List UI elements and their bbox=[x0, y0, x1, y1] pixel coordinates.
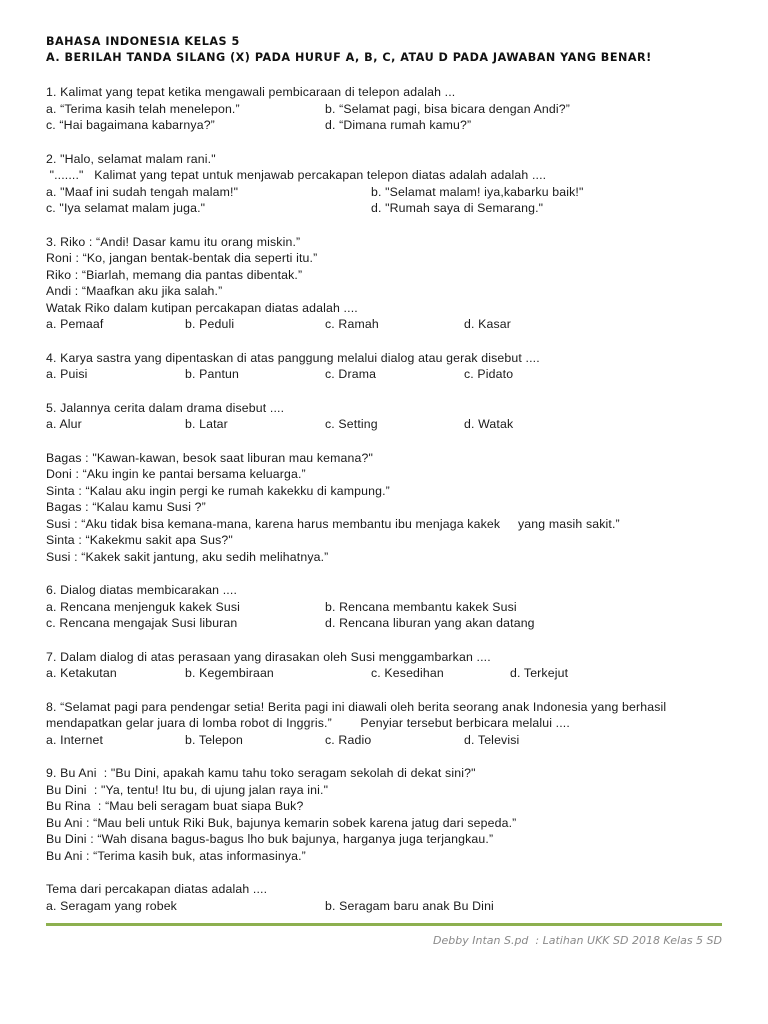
option-a[interactable]: a. Ketakutan bbox=[46, 666, 117, 680]
dialog-line: Bagas : "Kawan-kawan, besok saat liburan mau kemana?" bbox=[46, 450, 374, 465]
option-c[interactable]: c. Ramah bbox=[325, 317, 379, 331]
question-3-options bbox=[46, 316, 726, 333]
option-a[interactable]: a. Internet bbox=[46, 732, 104, 747]
question-5-options bbox=[46, 416, 726, 433]
question-7-options bbox=[46, 665, 726, 682]
question-6-options-row-1 bbox=[46, 599, 726, 616]
option-c[interactable]: c. Drama bbox=[325, 367, 377, 381]
option-b[interactable]: b. "Selamat malam! iya,kabarku baik!" bbox=[371, 184, 584, 199]
question-9-line: Bu Ani : “Mau beli untuk Riki Buk, bajunya kemarin sobek karena jatug dari sepeda.” bbox=[46, 815, 517, 830]
option-d[interactable]: d. “Dimana rumah kamu?” bbox=[325, 118, 472, 132]
question-3-line: Watak Riko dalam kutipan percakapan diatas adalah .... bbox=[46, 300, 358, 315]
question-8-options bbox=[46, 732, 726, 749]
question-2-text-continued: "......." Kalimat yang tepat untuk menjawab percakapan telepon diatas adalah adalah .... bbox=[46, 168, 547, 182]
document-title: BAHASA INDONESIA KELAS 5 bbox=[46, 35, 240, 48]
question-list bbox=[46, 84, 726, 914]
option-d[interactable]: d. "Rumah saya di Semarang." bbox=[371, 201, 544, 215]
question-6-options-row-2 bbox=[46, 615, 726, 632]
option-d[interactable]: d. Terkejut bbox=[510, 666, 569, 680]
dialog-line: Susi : “Kakek sakit jantung, aku sedih melihatnya.” bbox=[46, 549, 329, 564]
option-c[interactable]: c. Kesedihan bbox=[371, 666, 444, 680]
dialog-line: Susi : “Aku tidak bisa kemana-mana, karena harus membantu ibu menjaga kakek yang masih sakit.” bbox=[46, 516, 620, 531]
option-b[interactable]: b. Telepon bbox=[185, 732, 244, 747]
option-d[interactable]: d. Watak bbox=[464, 417, 514, 431]
question-2-text: 2. "Halo, selamat malam rani." bbox=[46, 151, 216, 166]
question-7-text: 7. Dalam dialog di atas perasaan yang dirasakan oleh Susi menggambarkan .... bbox=[46, 649, 491, 664]
question-3-line: Andi : “Maafkan aku jika salah.” bbox=[46, 284, 223, 298]
question-9-line: Bu Dini : “Wah disana bagus-bagus lho buk bajunya, harganya juga terjangkau.” bbox=[46, 832, 494, 846]
footer-credit: Debby Intan S.pd : Latihan UKK SD 2018 Kelas 5 SD bbox=[433, 934, 722, 947]
option-c[interactable]: c. “Hai bagaimana kabarnya?” bbox=[46, 118, 215, 132]
footer-divider bbox=[46, 923, 722, 926]
option-d[interactable]: d. Rencana liburan yang akan datang bbox=[325, 616, 535, 630]
option-a[interactable]: a. Puisi bbox=[46, 367, 88, 381]
option-a[interactable]: a. “Terima kasih telah menelepon.” bbox=[46, 101, 240, 116]
question-4-text: 4. Karya sastra yang dipentaskan di atas panggung melalui dialog atau gerak disebut .... bbox=[46, 350, 540, 365]
option-a[interactable]: a. "Maaf ini sudah tengah malam!" bbox=[46, 184, 239, 199]
question-1-options-row-2 bbox=[46, 117, 726, 134]
option-c[interactable]: c. Radio bbox=[325, 732, 372, 747]
option-b[interactable]: b. “Selamat pagi, bisa bicara dengan Andi?” bbox=[325, 101, 571, 116]
question-8-text: 8. “Selamat pagi para pendengar setia! Berita pagi ini diawali oleh berita seorang anak Indonesia yang berhasil bbox=[46, 699, 667, 714]
option-b[interactable]: b. Latar bbox=[185, 417, 228, 431]
option-b[interactable]: b. Rencana membantu kakek Susi bbox=[325, 599, 517, 614]
question-1-options-row-1 bbox=[46, 101, 726, 118]
question-3-line: Roni : “Ko, jangan bentak-bentak dia seperti itu.” bbox=[46, 251, 318, 265]
option-b[interactable]: b. Peduli bbox=[185, 317, 235, 331]
question-8-text-continued: mendapatkan gelar juara di lomba robot di Inggris.” Penyiar tersebut berbicara melalui .... bbox=[46, 716, 570, 730]
question-9-options bbox=[46, 898, 726, 915]
question-3-line: Riko : “Biarlah, memang dia pantas dibentak.” bbox=[46, 267, 303, 282]
question-1-text: 1. Kalimat yang tepat ketika mengawali pembicaraan di telepon adalah ... bbox=[46, 85, 456, 99]
dialog-line: Bagas : “Kalau kamu Susi ?” bbox=[46, 500, 206, 514]
question-2-options-row-1 bbox=[46, 184, 726, 201]
option-d[interactable]: d. Kasar bbox=[464, 317, 511, 331]
dialog-line: Sinta : “Kakekmu sakit apa Sus?" bbox=[46, 533, 233, 547]
option-a[interactable]: a. Alur bbox=[46, 417, 82, 431]
option-b[interactable]: b. Kegembiraan bbox=[185, 666, 274, 680]
question-5-text: 5. Jalannya cerita dalam drama disebut .... bbox=[46, 400, 285, 415]
option-a[interactable]: a. Pemaaf bbox=[46, 317, 104, 331]
option-b[interactable]: b. Pantun bbox=[185, 367, 239, 381]
question-9-line: 9. Bu Ani : "Bu Dini, apakah kamu tahu toko seragam sekolah di dekat sini?" bbox=[46, 766, 476, 780]
question-9-line: Bu Ani : “Terima kasih buk, atas informasinya.” bbox=[46, 848, 306, 863]
question-9-prompt: Tema dari percakapan diatas adalah .... bbox=[46, 882, 268, 896]
option-c[interactable]: c. "Iya selamat malam juga." bbox=[46, 201, 206, 215]
question-4-options bbox=[46, 366, 726, 383]
question-2-options-row-2 bbox=[46, 200, 726, 217]
section-instruction: A. BERILAH TANDA SILANG (X) PADA HURUF A, B, C, ATAU D PADA JAWABAN YANG BENAR! bbox=[46, 51, 652, 64]
option-c[interactable]: c. Rencana mengajak Susi liburan bbox=[46, 616, 238, 630]
question-9-line: Bu Rina : “Mau beli seragam buat siapa Buk? bbox=[46, 799, 304, 813]
question-6-text: 6. Dialog diatas membicarakan .... bbox=[46, 583, 238, 597]
option-a[interactable]: a. Rencana menjenguk kakek Susi bbox=[46, 599, 240, 614]
option-a[interactable]: a. Seragam yang robek bbox=[46, 898, 177, 913]
question-3-line: 3. Riko : “Andi! Dasar kamu itu orang miskin.” bbox=[46, 234, 301, 249]
question-9-line: Bu Dini : "Ya, tentu! Itu bu, di ujung jalan raya ini." bbox=[46, 782, 329, 797]
option-d[interactable]: d. Televisi bbox=[464, 732, 520, 747]
document-header bbox=[46, 34, 746, 66]
dialog-line: Doni : “Aku ingin ke pantai bersama keluarga.” bbox=[46, 467, 306, 481]
dialog-line: Sinta : “Kalau aku ingin pergi ke rumah kakekku di kampung.” bbox=[46, 483, 390, 498]
option-b[interactable]: b. Seragam baru anak Bu Dini bbox=[325, 898, 494, 913]
option-c[interactable]: c. Setting bbox=[325, 417, 378, 431]
option-d[interactable]: c. Pidato bbox=[464, 367, 514, 381]
